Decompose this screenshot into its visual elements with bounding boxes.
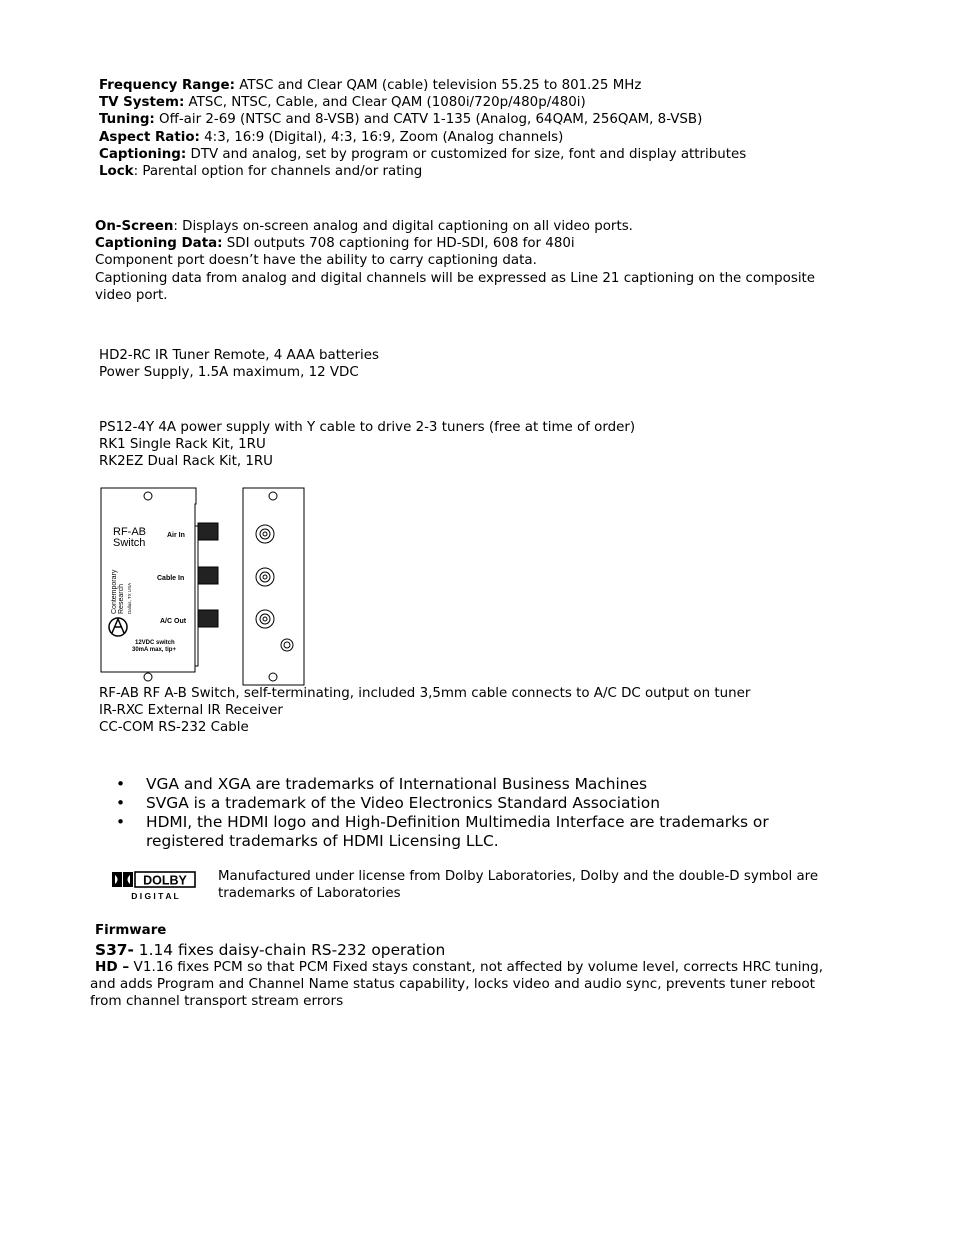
onscreen-line: On-Screen: Displays on-screen analog and digital captioning on all video ports.: [95, 219, 633, 234]
list-item: • HDMI, the HDMI logo and High-Definition Multimedia Interface are trademarks or: [116, 813, 769, 831]
dolby-word: DOLBY: [143, 873, 187, 888]
rfab-switch-drawing: [98, 486, 308, 688]
accessory-item: IR-RXC External IR Receiver: [99, 703, 283, 719]
included-block: [99, 347, 379, 381]
dolby-digital-logo: [112, 871, 198, 901]
spec-captioning: Captioning: DTV and analog, set by program or customized for size, font and display attributes: [99, 146, 747, 162]
rfab-title: RF-AB: [113, 526, 146, 538]
rfab-subtitle: Switch: [113, 537, 146, 549]
captioning-data-line: Captioning Data: SDI outputs 708 captioning for HD-SDI, 608 for 480i: [95, 236, 575, 252]
port-label-cable: Cable In: [157, 575, 185, 582]
line21-line: Captioning data from analog and digital channels will be expressed as Line 21 captioning on the composite: [95, 270, 816, 286]
brand-line1: Contemporary: [111, 569, 118, 614]
power-line2: 30mA max, tip+: [132, 647, 176, 653]
list-item: • VGA and XGA are trademarks of International Business Machines: [116, 775, 648, 793]
brand-line3: Dallas, TX USA: [127, 582, 132, 614]
spec-frequency: Frequency Range: ATSC and Clear QAM (cable) television 55.25 to 801.25 MHz: [99, 78, 642, 93]
composite-port-line: video port.: [95, 287, 168, 303]
firmware-hd-block: HD – V1.16 fixes PCM so that PCM Fixed stays constant, not affected by volume level, corrects HRC tuning, and adds Program and Channel Name status capability, locks video and audio sync, prevents tuner reboot from channel transport stream errors: [90, 959, 824, 1010]
options-block: [99, 419, 635, 471]
firmware-s37-line: S37- 1.14 fixes daisy-chain RS-232 operation: [95, 941, 446, 959]
option-item: PS12-4Y 4A power supply with Y cable to drive 2-3 tuners (free at time of order): [99, 420, 636, 435]
dolby-sub: D I G I T A L: [131, 891, 179, 901]
port-label-air: Air In: [167, 532, 185, 539]
option-item: RK1 Single Rack Kit, 1RU: [99, 437, 266, 453]
spec-tuning: Tuning: Off-air 2-69 (NTSC and 8-VSB) and CATV 1-135 (Analog, 64QAM, 256QAM, 8-VSB): [99, 112, 703, 128]
spec-lock: Lock: Parental option for channels and/or rating: [99, 164, 423, 180]
port-label-ac: A/C Out: [160, 618, 187, 625]
bullet-icon: •: [116, 794, 126, 812]
accessories-block: [99, 685, 750, 737]
option-item: RK2EZ Dual Rack Kit, 1RU: [99, 454, 273, 470]
brand-line2: Research: [118, 584, 125, 614]
list-item-continuation: registered trademarks of HDMI Licensing LLC.: [146, 832, 499, 850]
included-item: HD2-RC IR Tuner Remote, 4 AAA batteries: [99, 348, 379, 363]
dolby-notice: Manufactured under license from Dolby Laboratories, Dolby and the double-D symbol are trademarks of Laboratories: [218, 869, 819, 902]
bullet-icon: •: [116, 775, 126, 793]
firmware-heading: Firmware: [95, 923, 167, 938]
included-item: Power Supply, 1.5A maximum, 12 VDC: [99, 365, 359, 381]
captioning-block: [95, 218, 815, 304]
spec-aspect-ratio: Aspect Ratio: 4:3, 16:9 (Digital), 4:3, 16:9, Zoom (Analog channels): [99, 129, 564, 145]
power-line1: 12VDC switch: [135, 640, 175, 646]
spec-tv-system: TV System: ATSC, NTSC, Cable, and Clear QAM (1080i/720p/480p/480i): [99, 95, 586, 111]
component-port-line: Component port doesn’t have the ability to carry captioning data.: [95, 253, 537, 269]
trademark-list: [116, 775, 769, 851]
accessory-item: RF-AB RF A-B Switch, self-terminating, included 3,5mm cable connects to A/C DC output on tuner: [99, 686, 751, 701]
specs-block: [99, 77, 746, 180]
bullet-icon: •: [116, 813, 126, 831]
accessory-item: CC-COM RS-232 Cable: [99, 720, 249, 736]
list-item: • SVGA is a trademark of the Video Electronics Standard Association: [116, 794, 660, 812]
